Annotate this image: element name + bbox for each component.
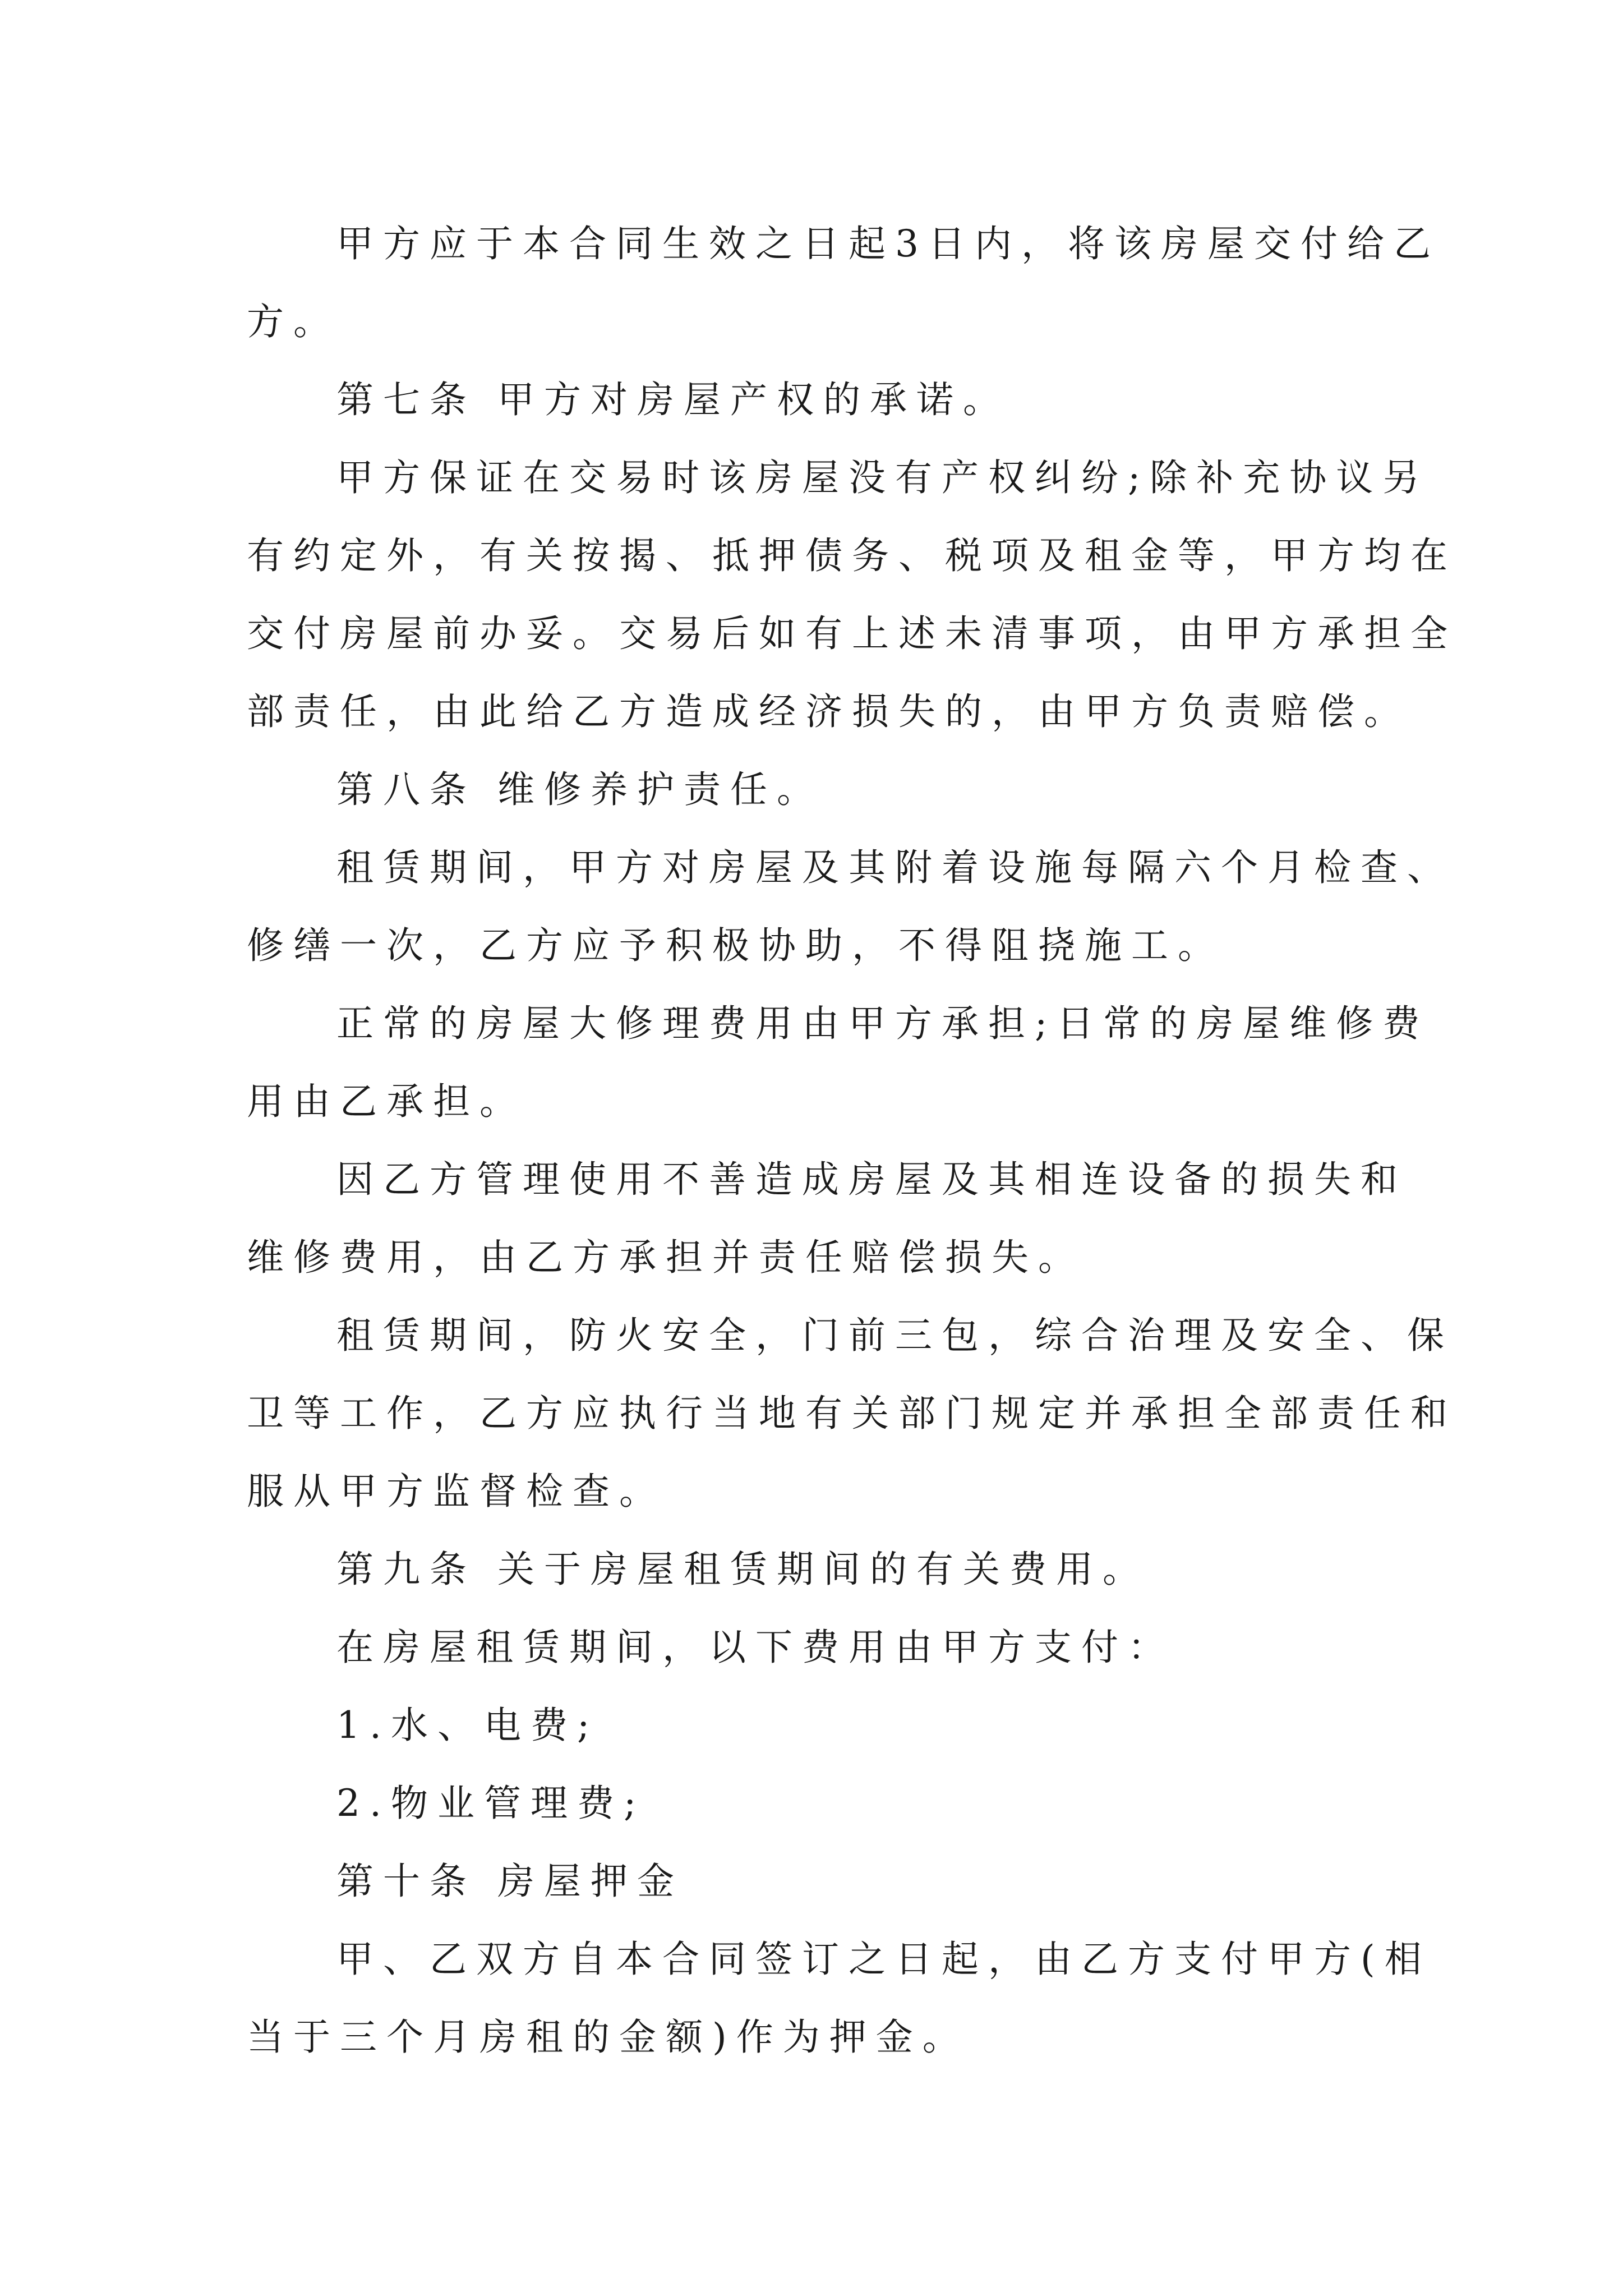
text-line: 用由乙承担。 — [247, 1080, 526, 1123]
text-line: 租赁期间，防火安全，门前三包，综合治理及安全、保 — [336, 1314, 1454, 1357]
text-line: 交付房屋前办妥。交易后如有上述未清事项，由甲方承担全 — [247, 612, 1457, 655]
text-line: 租赁期间，甲方对房屋及其附着设施每隔六个月检查、 — [336, 846, 1454, 889]
text-line: 因乙方管理使用不善造成房屋及其相连设备的损失和 — [336, 1158, 1407, 1201]
list-item: 2.物业管理费; — [336, 1782, 646, 1825]
text-line: 当于三个月房租的金额)作为押金。 — [247, 2016, 969, 2059]
text-line: 有约定外，有关按揭、抵押债务、税项及租金等，甲方均在 — [247, 534, 1457, 577]
contract-body — [247, 205, 1457, 2076]
text-line: 在房屋租赁期间，以下费用由甲方支付： — [336, 1626, 1174, 1669]
text-line: 正常的房屋大修理费用由甲方承担;日常的房屋维修费 — [336, 1002, 1430, 1045]
text-line: 甲方保证在交易时该房屋没有产权纠纷;除补充协议另 — [336, 456, 1430, 499]
article-heading: 第十条 房屋押金 — [336, 1860, 684, 1903]
article-heading: 第七条 甲方对房屋产权的承诺。 — [336, 378, 1009, 421]
text-line: 修缮一次，乙方应予积极协助，不得阻挠施工。 — [247, 924, 1224, 967]
text-line: 维修费用，由乙方承担并责任赔偿损失。 — [247, 1236, 1085, 1279]
article-heading: 第八条 维修养护责任。 — [336, 768, 823, 811]
text-line: 部责任，由此给乙方造成经济损失的，由甲方负责赔偿。 — [247, 690, 1410, 733]
article-heading: 第九条 关于房屋租赁期间的有关费用。 — [336, 1548, 1149, 1591]
text-line: 卫等工作，乙方应执行当地有关部门规定并承担全部责任和 — [247, 1392, 1457, 1435]
text-line: 甲、乙双方自本合同签订之日起，由乙方支付甲方(相 — [336, 1938, 1431, 1981]
text-line: 服从甲方监督检查。 — [247, 1470, 666, 1513]
text-line: 甲方应于本合同生效之日起3日内，将该房屋交付给乙 — [336, 222, 1440, 265]
list-item: 1.水、电费; — [336, 1704, 600, 1747]
text-line: 方。 — [247, 300, 340, 343]
